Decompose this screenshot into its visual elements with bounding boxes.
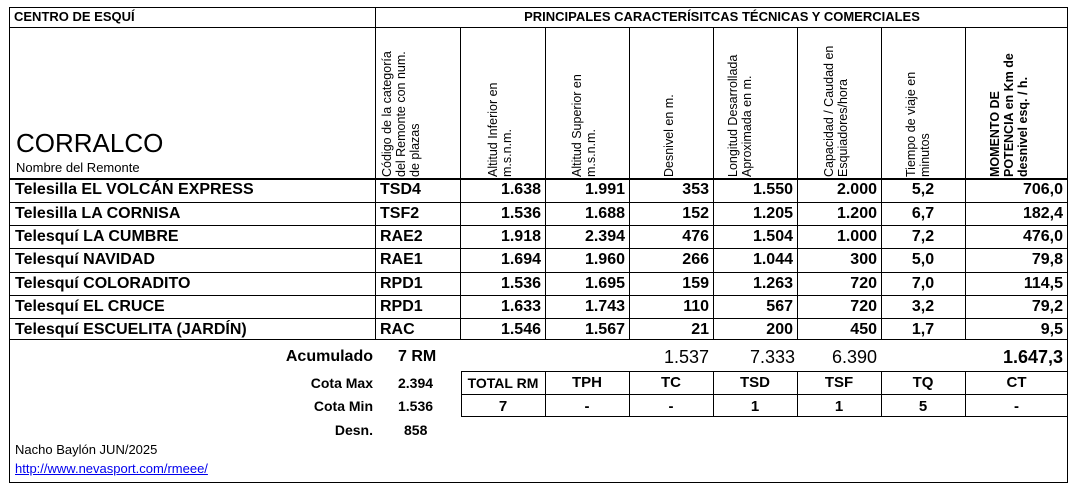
alt-sup-cell: 1.991	[584, 181, 625, 198]
header-left-title: CENTRO DE ESQUÍ	[14, 9, 135, 24]
lift-type: Telesilla	[15, 205, 77, 222]
alt-sup-cell: 1.743	[584, 298, 625, 315]
tiempo-cell: 5,0	[911, 251, 935, 268]
alt-sup-cell: 2.394	[584, 228, 625, 245]
tiempo-cell: 3,2	[911, 298, 935, 315]
tiempo-cell: 7,2	[911, 228, 935, 245]
longitud-cell: 200	[766, 321, 793, 338]
column-header-alt-inf: Altitud Inferior en m.s.n.m.	[486, 82, 514, 177]
totals-value-tph: -	[584, 398, 590, 415]
desnivel-cell: 21	[691, 321, 709, 338]
lift-name	[15, 276, 190, 292]
desnivel-cell: 353	[682, 181, 709, 198]
header-right-title: PRINCIPALES CARACTERÍSITCAS TÉCNICAS Y COMERCIALES	[524, 9, 920, 24]
acumulado-value: 7 RM	[398, 348, 437, 365]
lift-title: LA CORNISA	[81, 205, 181, 222]
momento-cell: 9,5	[1040, 321, 1063, 338]
lift-name	[15, 299, 165, 315]
row-divider	[9, 225, 1068, 226]
tiempo-cell: 1,7	[911, 321, 935, 338]
totals-value-tsd: 1	[750, 398, 760, 415]
alt-sup-cell: 1.688	[584, 205, 625, 222]
desnivel-cell: 110	[683, 298, 709, 315]
alt-inf-cell: 1.536	[500, 275, 541, 292]
row-divider	[9, 272, 1068, 273]
footer-link[interactable]: http://www.nevasport.com/rmeee/	[15, 461, 208, 476]
totals-value-ct: -	[1014, 398, 1019, 415]
totals-header-ct: CT	[1006, 374, 1027, 391]
acumulado-label: Acumulado	[285, 348, 373, 365]
capacidad-cell: 720	[850, 298, 877, 315]
totals-header-tph: TPH	[572, 374, 602, 391]
lift-code: TSF2	[380, 205, 420, 222]
alt-inf-cell: 1.694	[500, 251, 541, 268]
alt-inf-cell: 1.536	[500, 205, 541, 222]
lift-name	[15, 252, 155, 268]
cota-min-label: Cota Min	[313, 398, 373, 414]
lift-title: EL CRUCE	[83, 298, 165, 315]
capacidad-cell: 450	[850, 321, 877, 338]
lift-title: COLORADITO	[83, 275, 191, 292]
column-header-desnivel: Desnivel en m.	[662, 94, 676, 177]
row-divider	[9, 318, 1068, 319]
row-divider	[9, 248, 1068, 249]
tiempo-cell: 7,0	[911, 275, 935, 292]
capacidad-cell: 720	[850, 275, 877, 292]
lift-code: RAE1	[380, 251, 423, 268]
desnivel-cell: 476	[682, 228, 709, 245]
longitud-cell: 1.205	[752, 205, 793, 222]
rows-top-divider	[9, 178, 1068, 180]
totals-value-tc: -	[668, 398, 674, 415]
capacidad-total: 6.390	[831, 347, 877, 367]
lift-title: NAVIDAD	[83, 251, 155, 268]
alt-inf-cell: 1.918	[500, 228, 541, 245]
lift-code: RAC	[380, 321, 415, 338]
desn-value: 858	[404, 422, 428, 438]
desn-label: Desn.	[334, 422, 373, 438]
momento-total: 1.647,3	[1002, 347, 1063, 367]
tiempo-cell: 5,2	[911, 181, 935, 198]
totals-value-tq: 5	[918, 398, 928, 415]
desnivel-cell: 152	[682, 205, 709, 222]
desnivel-cell: 159	[682, 275, 709, 292]
lift-title: EL VOLCÁN EXPRESS	[81, 181, 254, 198]
capacidad-cell: 1.000	[836, 228, 877, 245]
cota-max-label: Cota Max	[310, 375, 373, 391]
capacidad-cell: 1.200	[836, 205, 877, 222]
lift-code: RAE2	[380, 228, 423, 245]
cota-max-value: 2.394	[398, 375, 434, 391]
lift-type: Telesquí	[15, 298, 79, 315]
longitud-cell: 1.504	[752, 228, 793, 245]
desnivel-cell: 266	[682, 251, 709, 268]
lift-title: LA CUMBRE	[83, 228, 179, 245]
alt-sup-cell: 1.960	[584, 251, 625, 268]
column-header-momento: MOMENTO DE POTENCIA en Km de desnivel esq. / h.	[988, 53, 1030, 177]
column-header-code: Código de la categoría del Remonte con num. de plazas	[380, 51, 422, 177]
resort-name: CORRALCO	[16, 128, 164, 158]
lift-type: Telesquí	[15, 275, 79, 292]
momento-cell: 706,0	[1022, 181, 1063, 198]
totals-header-total-rm: TOTAL RM	[467, 375, 539, 391]
momento-cell: 182,4	[1022, 205, 1063, 222]
momento-cell: 79,2	[1031, 298, 1063, 315]
totals-table-divider	[461, 394, 1068, 395]
resort-subtitle: Nombre del Remonte	[16, 160, 140, 175]
momento-cell: 79,8	[1031, 251, 1063, 268]
column-header-capacidad: Capacidad / Caudad en Esquiadores/hora	[822, 45, 850, 177]
desnivel-total: 1.537	[663, 347, 709, 367]
row-divider	[9, 202, 1068, 203]
alt-inf-cell: 1.638	[500, 181, 541, 198]
lift-type: Telesquí	[15, 228, 79, 245]
row-divider	[9, 295, 1068, 296]
longitud-cell: 1.550	[752, 181, 793, 198]
longitud-cell: 567	[766, 298, 793, 315]
capacidad-cell: 2.000	[836, 181, 877, 198]
alt-inf-cell: 1.633	[500, 298, 541, 315]
totals-header-tsf: TSF	[824, 374, 854, 391]
lift-type: Telesquí	[15, 321, 79, 338]
column-header-alt-sup: Altitud Superior en m.s.n.m.	[570, 74, 598, 177]
lift-code: RPD1	[380, 298, 423, 315]
alt-inf-cell: 1.546	[500, 321, 541, 338]
capacidad-cell: 300	[850, 251, 877, 268]
lift-name	[15, 229, 179, 245]
lift-code: RPD1	[380, 275, 423, 292]
totals-header-tsd: TSD	[740, 374, 770, 391]
lift-type: Telesilla	[15, 181, 77, 198]
col-divider	[375, 7, 376, 340]
lift-name	[15, 182, 254, 198]
totals-header-tc: TC	[661, 374, 681, 391]
lift-name	[15, 206, 180, 222]
column-header-longitud: Longitud Desarrollada Aproximada en m.	[726, 54, 754, 177]
cota-min-value: 1.536	[398, 398, 434, 414]
longitud-cell: 1.263	[752, 275, 793, 292]
header-divider	[9, 27, 1068, 28]
totals-value-tsf: 1	[834, 398, 844, 415]
lift-name	[15, 322, 247, 338]
lift-type: Telesquí	[15, 251, 79, 268]
totals-header-tq: TQ	[912, 374, 934, 391]
longitud-cell: 1.044	[752, 251, 793, 268]
longitud-total: 7.333	[749, 347, 795, 367]
tiempo-cell: 6,7	[911, 205, 935, 222]
footer-author: Nacho Baylón JUN/2025	[15, 442, 158, 457]
totals-value-total-rm: 7	[498, 398, 508, 415]
column-header-tiempo: Tiempo de viaje en minutos	[904, 71, 932, 177]
lift-code: TSD4	[380, 181, 421, 198]
alt-sup-cell: 1.567	[584, 321, 625, 338]
alt-sup-cell: 1.695	[584, 275, 625, 292]
momento-cell: 114,5	[1023, 275, 1063, 292]
lift-title: ESCUELITA (JARDÍN)	[83, 321, 247, 338]
momento-cell: 476,0	[1022, 228, 1063, 245]
